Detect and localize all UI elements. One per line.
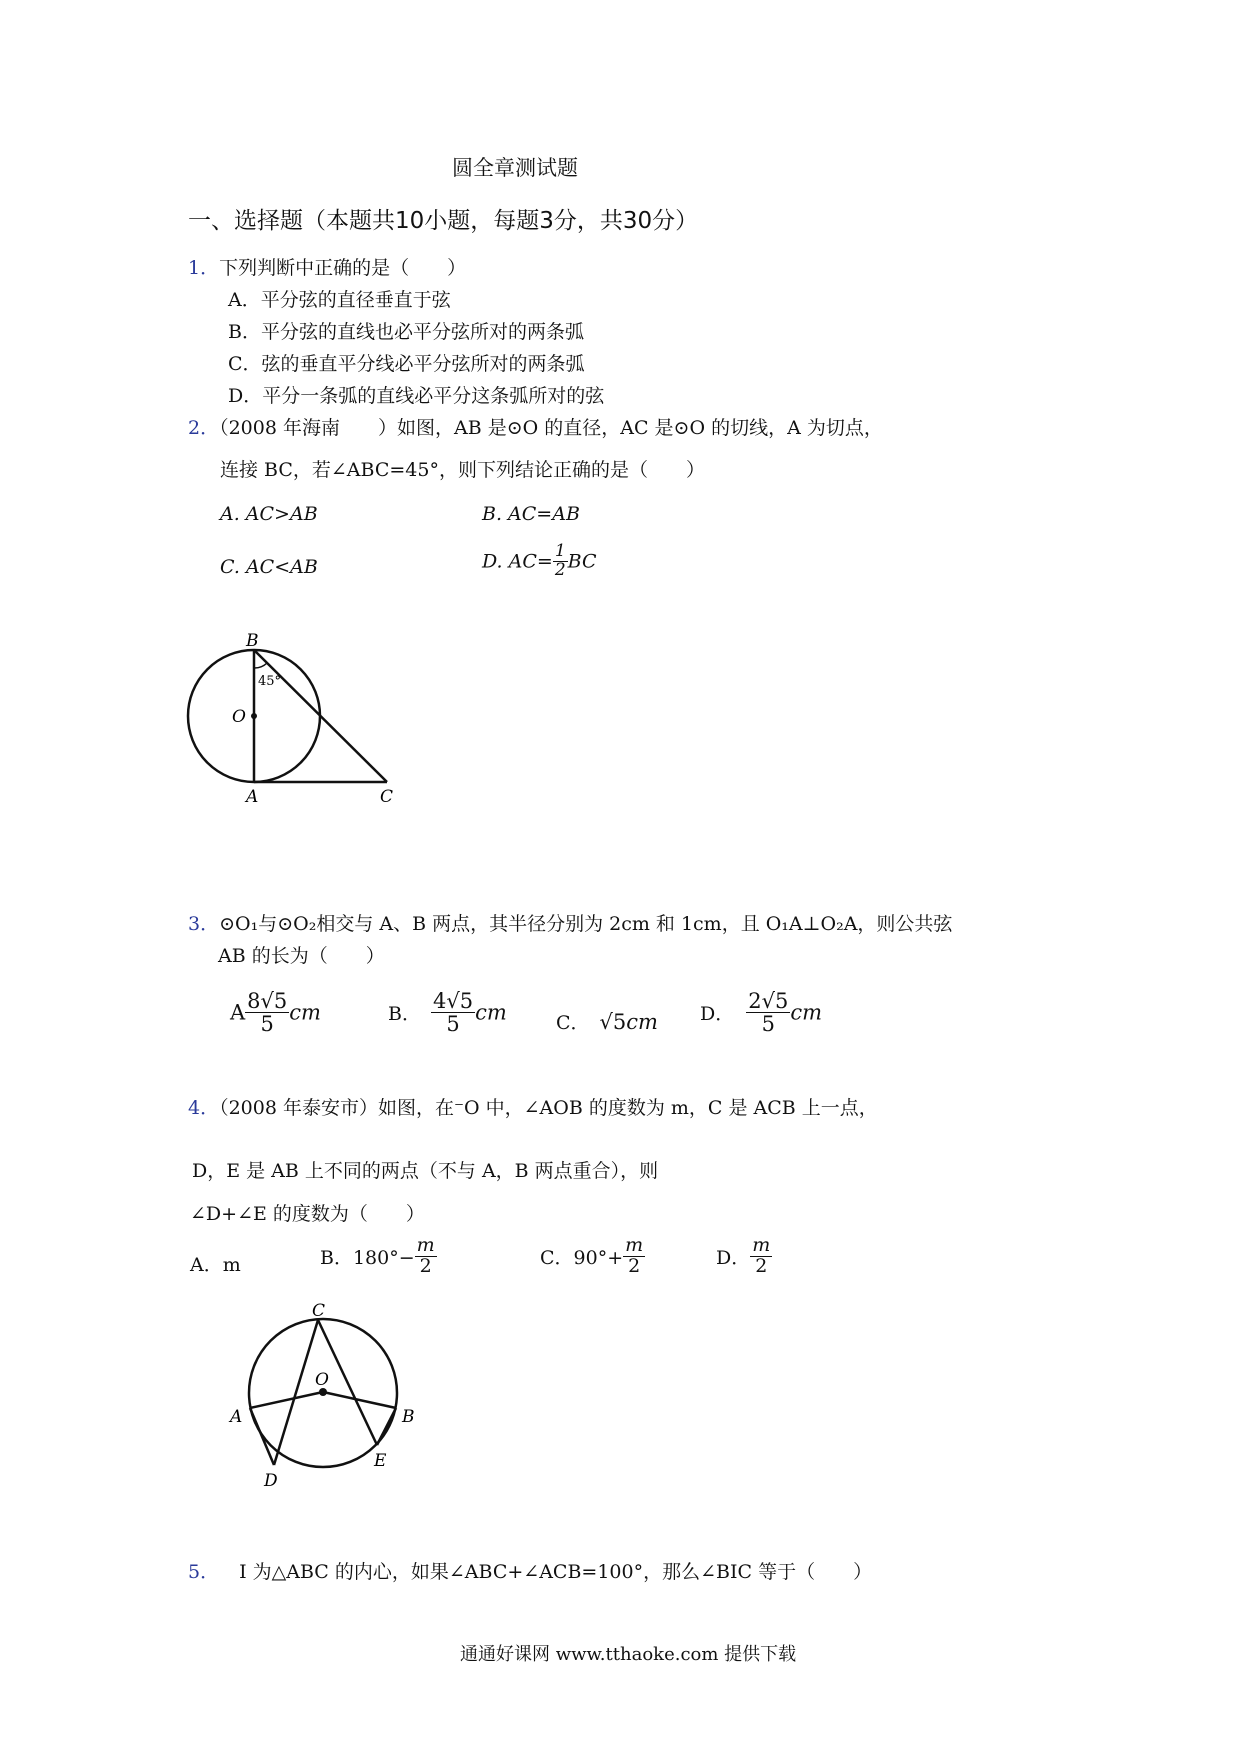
- label-o: O: [315, 1370, 329, 1390]
- question-3-option-b: B． $\frac{4√5}{5}$ cm: [388, 989, 507, 1037]
- question-4-option-d: D． $\frac{m}{2}$: [716, 1234, 771, 1277]
- question-2-option-d: D. AC= $\frac{1}{2}$ BC: [482, 541, 597, 580]
- question-number: 1．: [188, 257, 220, 279]
- segment-be: [377, 1408, 396, 1445]
- question-5: 5． I 为△ABC 的内心，如果∠ABC+∠ACB=100°，那么∠BIC 等于（ ）: [188, 1561, 873, 1583]
- segment-ad: [250, 1408, 274, 1465]
- question-4-figure: [220, 1300, 440, 1490]
- angle-arc: [254, 663, 267, 668]
- label-d: D: [264, 1471, 278, 1490]
- label-c: C: [312, 1301, 326, 1321]
- question-2-line-2: 连接 BC，若∠ABC=45°，则下列结论正确的是（ ）: [220, 459, 705, 481]
- label-c: C: [380, 787, 394, 807]
- question-3-option-a: A $\frac{8√5}{5}$ cm: [230, 989, 321, 1037]
- section-heading: 一、选择题（本题共10小题，每题3分，共30分）: [188, 208, 699, 234]
- question-2-line-1: 2．（2008 年海南 ）如图，AB 是⊙O 的直径，AC 是⊙O 的切线，A 为切点，: [188, 417, 883, 439]
- radius-oa: [250, 1392, 323, 1408]
- question-4-option-b: B．180°− $\frac{m}{2}$: [320, 1234, 435, 1277]
- question-number: 5．: [188, 1561, 220, 1583]
- label-a: A: [230, 1407, 243, 1427]
- label-b: B: [246, 631, 259, 651]
- question-2-option-a: A. AC>AB: [220, 503, 318, 525]
- question-2-figure: [180, 630, 420, 820]
- question-number: 3．: [188, 913, 220, 935]
- question-4-line-1: 4．（2008 年泰安市）如图，在⁻O 中，∠AOB 的度数为 m，C 是 ACB 上一点，: [188, 1097, 878, 1119]
- question-1-stem: 1．下列判断中正确的是（ ）: [188, 257, 467, 279]
- segment-cd: [274, 1320, 318, 1465]
- question-number: 4．: [188, 1097, 220, 1119]
- question-1-option-a: A．平分弦的直径垂直于弦: [228, 289, 451, 311]
- fraction: $\frac{m}{2}$: [416, 1234, 435, 1277]
- question-4-line-2: D，E 是 AB 上不同的两点（不与 A，B 两点重合），则: [192, 1160, 659, 1182]
- fraction: $\frac{m}{2}$: [752, 1234, 771, 1277]
- question-3-option-d: D． $\frac{2√5}{5}$ cm: [700, 989, 823, 1037]
- label-b: B: [402, 1407, 415, 1427]
- fraction: $\frac{1}{2}$: [554, 541, 566, 580]
- label-e: E: [374, 1451, 387, 1471]
- question-3-line-2: AB 的长为（ ）: [218, 945, 385, 967]
- fraction: $\frac{8√5}{5}$: [247, 989, 288, 1037]
- question-4-line-3: ∠D+∠E 的度数为（ ）: [190, 1203, 425, 1225]
- question-3-option-c: C． √5cm: [556, 1010, 658, 1034]
- question-number: 2．: [188, 417, 220, 439]
- fraction: $\frac{4√5}{5}$: [432, 989, 474, 1037]
- question-1-option-c: C．弦的垂直平分线必平分弦所对的两条弧: [228, 353, 585, 375]
- label-o: O: [232, 707, 246, 727]
- label-angle: 45°: [258, 674, 282, 689]
- footer: 通通好课网 www.tthaoke.com 提供下载: [460, 1644, 797, 1665]
- question-4-option-c: C．90°+ $\frac{m}{2}$: [540, 1234, 644, 1277]
- question-1-option-b: B．平分弦的直线也必平分弦所对的两条弧: [228, 321, 584, 343]
- question-3-line-1: 3．⊙O₁与⊙O₂相交与 A、B 两点，其半径分别为 2cm 和 1cm，且 O₁A⊥O₂A，则公共弦: [188, 913, 953, 935]
- center-point: [251, 713, 257, 719]
- fraction: $\frac{2√5}{5}$: [748, 989, 789, 1037]
- label-a: A: [246, 787, 259, 807]
- question-1-option-d: D．平分一条弧的直线必平分这条弧所对的弦: [228, 385, 605, 407]
- question-4-option-a: A．m: [190, 1254, 241, 1276]
- question-2-option-b: B. AC=AB: [482, 503, 580, 525]
- segment-bc: [254, 650, 387, 782]
- question-2-option-c: C. AC<AB: [220, 556, 318, 578]
- page-title: 圆全章测试题: [452, 156, 578, 180]
- fraction: $\frac{m}{2}$: [625, 1234, 644, 1277]
